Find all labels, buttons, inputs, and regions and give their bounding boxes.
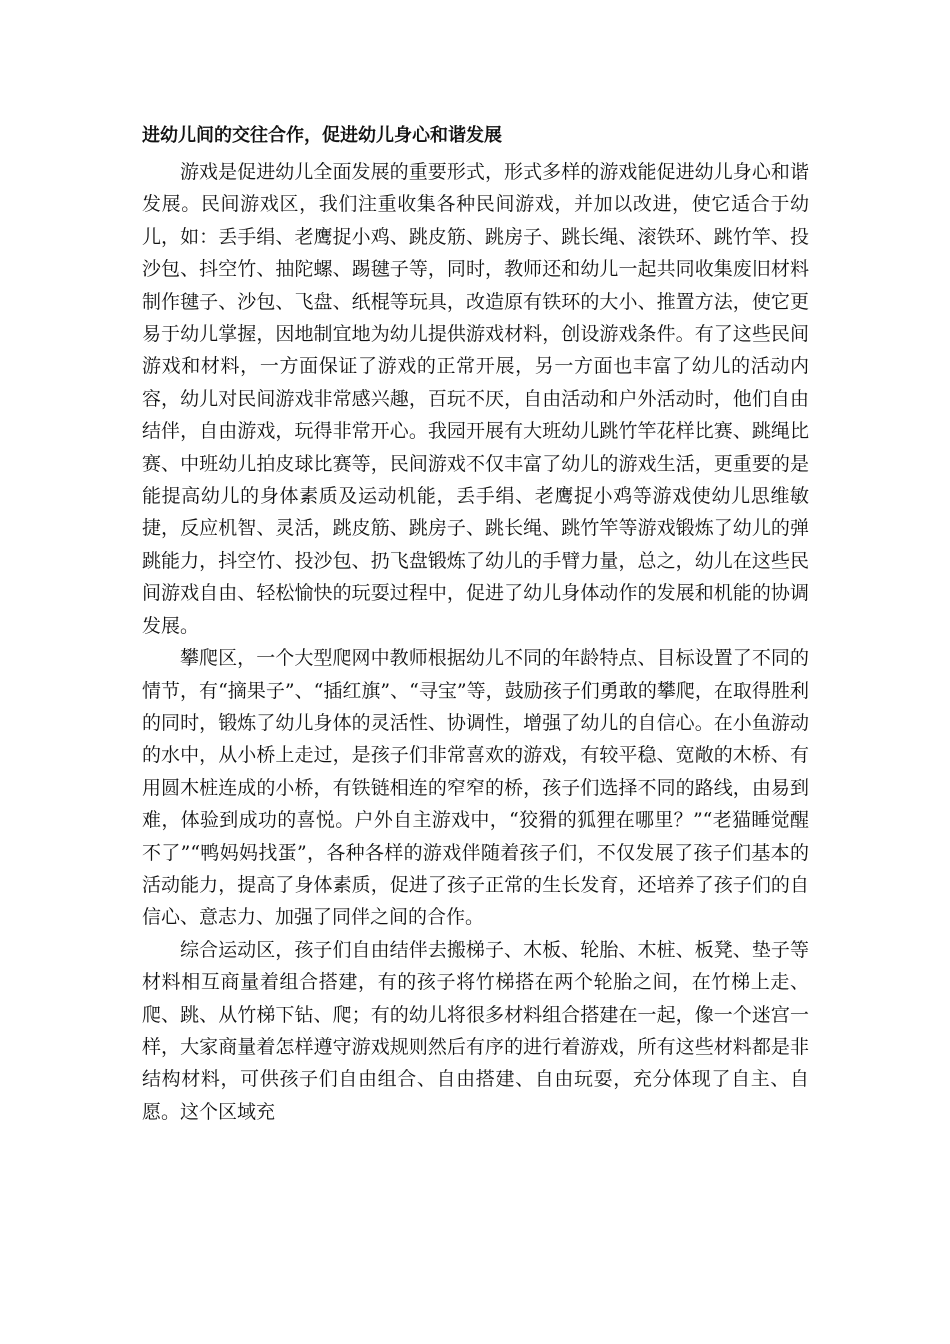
paragraph-climbing-area: 攀爬区，一个大型爬网中教师根据幼儿不同的年龄特点、目标设置了不同的情节，有“摘果子”、“插红旗”、“寻宝”等，鼓励孩子们勇敢的攀爬，在取得胜利的同时，锻炼了幼儿身体的灵活性、协调性，增强了幼儿的自信心。在小鱼游动的水中，从小桥上走过，是孩子们非常喜欢的游戏，有较平稳、宽敞的木桥、有用圆木桩连成的小桥，有铁链相连的窄窄的桥，孩子们选择不同的路线，由易到难，体验到成功的喜悦。户外自主游戏中，“狡猾的狐狸在哪里？”“老猫睡觉醒不了”“鸭妈妈找蛋”，各种各样的游戏伴随着孩子们，不仅发展了孩子们基本的活动能力，提高了身体素质，促进了孩子正常的生长发育，还培养了孩子们的自信心、意志力、加强了同伴之间的合作。 bbox=[142, 647, 809, 929]
document-page bbox=[142, 120, 809, 1128]
paragraph-comprehensive-sports-area: 综合运动区，孩子们自由结伴去搬梯子、木板、轮胎、木桩、板凳、垫子等材料相互商量着组合搭建，有的孩子将竹梯搭在两个轮胎之间，在竹梯上走、爬、跳、从竹梯下钻、爬；有的幼儿将很多材料组合搭建在一起，像一个迷宫一样，大家商量着怎样遵守游戏规则然后有序的进行着游戏，所有这些材料都是非结构材料，可供孩子们自由组合、自由搭建、自由玩耍，充分体现了自主、自愿。这个区域充 bbox=[142, 938, 809, 1123]
paragraph-folk-games: 游戏是促进幼儿全面发展的重要形式，形式多样的游戏能促进幼儿身心和谐发展。民间游戏区，我们注重收集各种民间游戏，并加以改进，使它适合于幼儿，如：丢手绢、老鹰捉小鸡、跳皮筋、跳房子、跳长绳、滚铁环、跳竹竿、投沙包、抖空竹、抽陀螺、踢毽子等，同时，教师还和幼儿一起共同收集废旧材料制作毽子、沙包、飞盘、纸棍等玩具，改造原有铁环的大小、推置方法，使它更易于幼儿掌握，因地制宜地为幼儿提供游戏材料，创设游戏条件。有了这些民间游戏和材料，一方面保证了游戏的正常开展，另一方面也丰富了幼儿的活动内容，幼儿对民间游戏非常感兴趣，百玩不厌，自由活动和户外活动时，他们自由结伴，自由游戏，玩得非常开心。我园开展有大班幼儿跳竹竿花样比赛、跳绳比赛、中班幼儿拍皮球比赛等，民间游戏不仅丰富了幼儿的游戏生活，更重要的是能提高幼儿的身体素质及运动机能，丢手绢、老鹰捉小鸡等游戏使幼儿思维敏捷，反应机智、灵活，跳皮筋、跳房子、跳长绳、跳竹竿等游戏锻炼了幼儿的弹跳能力，抖空竹、投沙包、扔飞盘锻炼了幼儿的手臂力量，总之，幼儿在这些民间游戏自由、轻松愉快的玩耍过程中，促进了幼儿身体动作的发展和机能的协调发展。 bbox=[142, 161, 809, 637]
section-heading: 进幼儿间的交往合作，促进幼儿身心和谐发展 bbox=[142, 125, 502, 146]
